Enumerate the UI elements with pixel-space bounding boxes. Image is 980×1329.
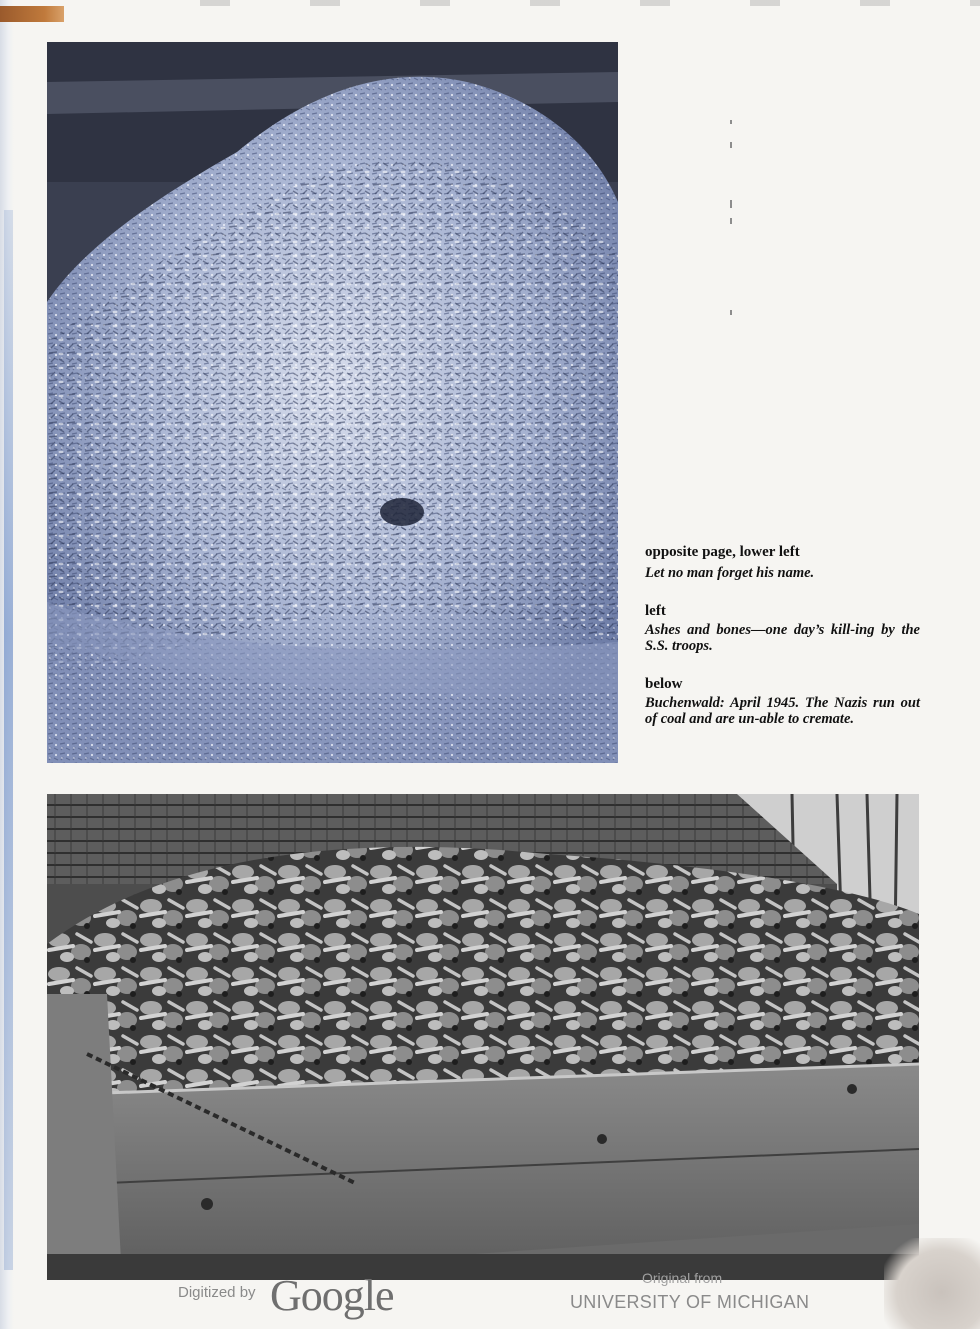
digitization-watermark <box>130 1272 910 1324</box>
caption-column <box>645 544 920 749</box>
caption-text: Buchenwald: April 1945. The Nazis run out of coal and are un-able to cremate. <box>645 695 920 727</box>
caption-left <box>645 603 920 654</box>
scan-blue-strip <box>4 210 13 1270</box>
google-logo: Google <box>270 1271 394 1320</box>
caption-text: Ashes and bones—one day’s kill-ing by the S.S. troops. <box>645 622 920 654</box>
photo-ashes-graphic <box>47 42 618 763</box>
original-from-label: Original from <box>642 1270 723 1286</box>
caption-heading: below <box>645 676 683 692</box>
caption-heading: opposite page, lower left <box>645 544 800 560</box>
caption-below <box>645 676 920 727</box>
scan-corner-smudge <box>884 1238 980 1329</box>
university-label: UNIVERSITY OF MICHIGAN <box>570 1292 810 1312</box>
scan-binding-tab <box>0 6 64 22</box>
photo-ashes-and-bones <box>47 42 618 763</box>
scan-specks <box>730 120 734 340</box>
photo-truck-graphic <box>47 794 919 1280</box>
digitized-by-label: Digitized by <box>178 1284 256 1301</box>
scan-top-edge <box>200 0 980 6</box>
caption-opposite-page <box>645 544 920 581</box>
caption-heading: left <box>645 603 666 619</box>
photo-buchenwald-truck <box>47 794 919 1280</box>
caption-text: Let no man forget his name. <box>645 565 815 581</box>
